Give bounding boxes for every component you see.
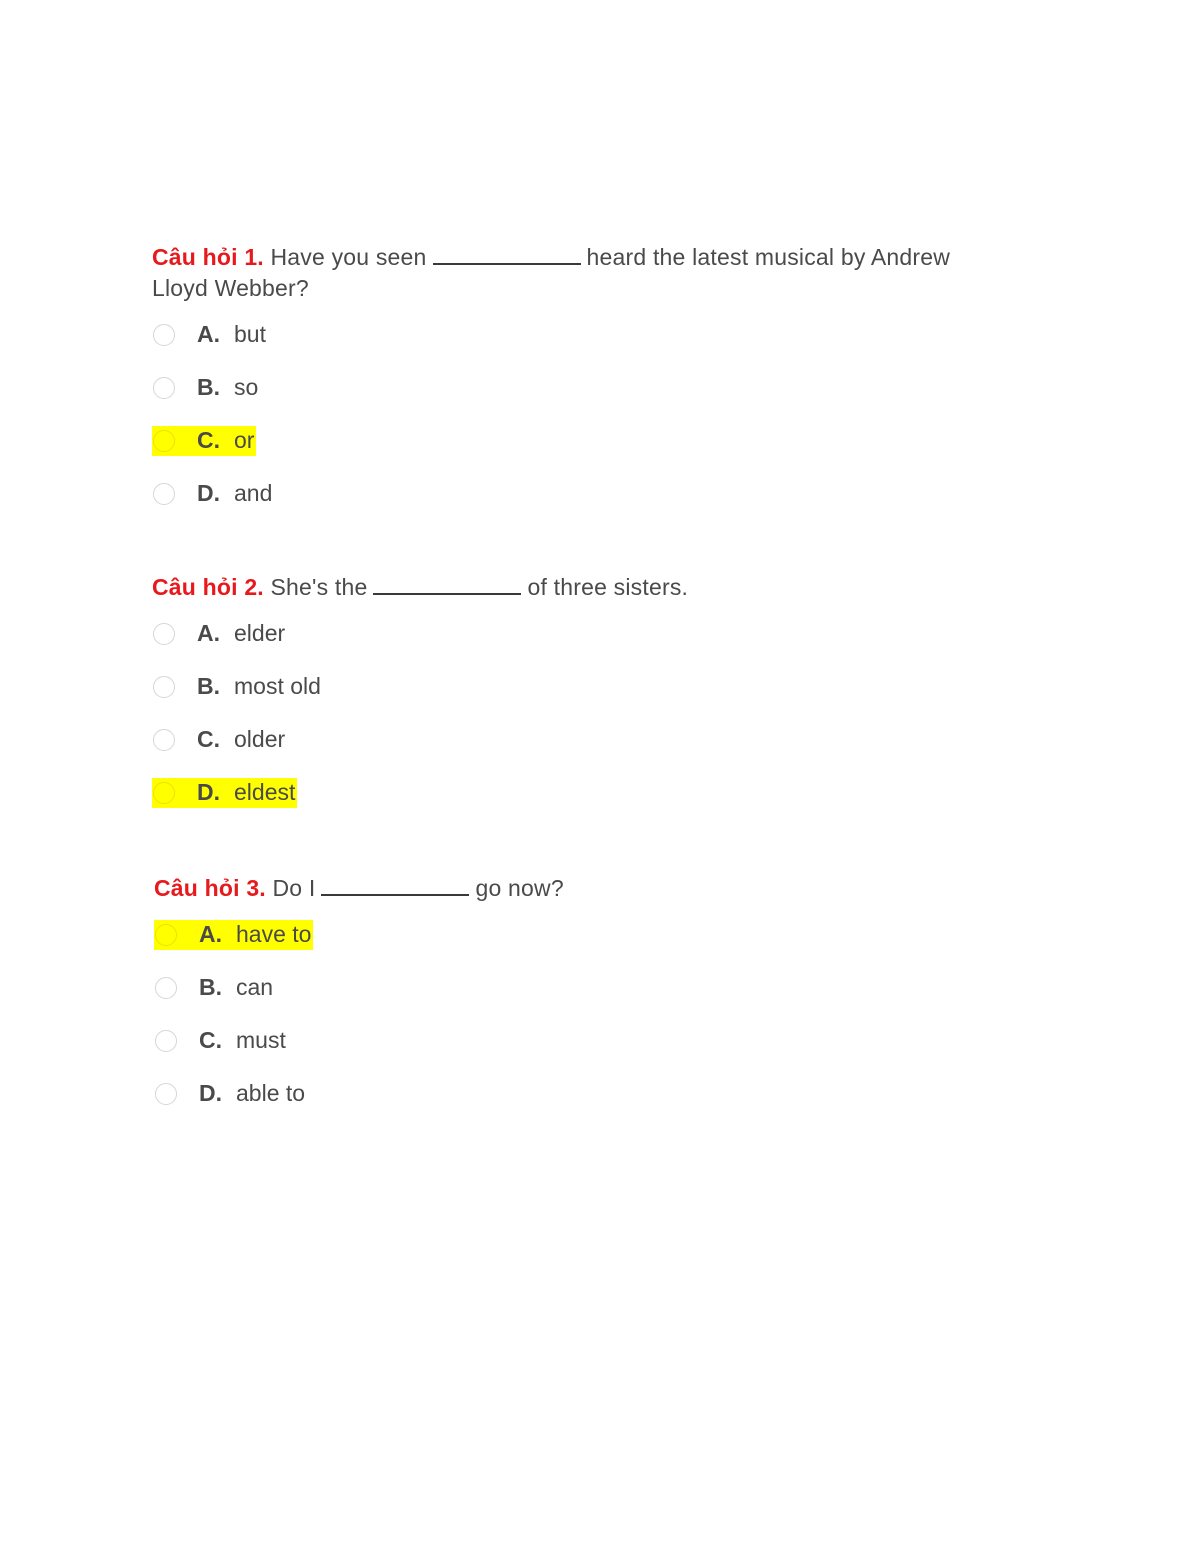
radio-button[interactable] xyxy=(153,676,175,698)
question-text-before: Do I xyxy=(272,875,316,901)
option-b[interactable] xyxy=(154,961,954,1014)
radio-button[interactable] xyxy=(153,623,175,645)
highlighted-answer xyxy=(152,778,297,808)
option-letter: A. xyxy=(199,921,222,947)
option-a[interactable] xyxy=(152,607,952,660)
option-letter: D. xyxy=(199,1080,222,1106)
options-list xyxy=(154,908,954,1120)
radio-button[interactable] xyxy=(153,729,175,751)
highlighted-answer xyxy=(154,920,313,950)
answer-blank xyxy=(321,876,469,896)
highlighted-answer xyxy=(152,426,256,456)
option-letter: C. xyxy=(197,427,220,453)
radio-button[interactable] xyxy=(155,977,177,999)
radio-button[interactable] xyxy=(153,377,175,399)
question-label: Câu hỏi 2. xyxy=(152,574,264,600)
option-letter: B. xyxy=(199,974,222,1000)
question-text-after: go now? xyxy=(475,875,564,901)
radio-button[interactable] xyxy=(155,1083,177,1105)
option-text: able to xyxy=(236,1080,306,1106)
option-text: can xyxy=(236,974,274,1000)
option-c[interactable] xyxy=(154,1014,954,1067)
option-text: or xyxy=(234,427,255,453)
option-text: must xyxy=(236,1027,286,1053)
radio-button[interactable] xyxy=(153,483,175,505)
option-letter: D. xyxy=(197,779,220,805)
question-1-text xyxy=(152,242,952,304)
answer-blank xyxy=(373,575,521,595)
answer-blank xyxy=(433,245,581,265)
question-2-text xyxy=(152,572,952,603)
question-2 xyxy=(152,572,952,819)
option-letter: C. xyxy=(197,726,220,752)
option-text: and xyxy=(234,480,273,506)
question-3-text xyxy=(154,873,954,904)
option-c[interactable] xyxy=(152,713,952,766)
radio-button[interactable] xyxy=(155,1030,177,1052)
options-list xyxy=(152,607,952,819)
option-d[interactable] xyxy=(152,766,952,819)
option-letter: D. xyxy=(197,480,220,506)
option-text: so xyxy=(234,374,259,400)
option-letter: B. xyxy=(197,673,220,699)
question-text-after: of three sisters. xyxy=(527,574,689,600)
option-text: but xyxy=(234,321,266,347)
option-d[interactable] xyxy=(152,467,952,520)
question-text-after: heard the latest musical by Andrew Lloyd Webber? xyxy=(152,244,951,301)
option-text: older xyxy=(234,726,286,752)
option-b[interactable] xyxy=(152,361,952,414)
radio-button[interactable] xyxy=(153,324,175,346)
question-text-before: She's the xyxy=(270,574,368,600)
question-label: Câu hỏi 1. xyxy=(152,244,264,270)
question-label: Câu hỏi 3. xyxy=(154,875,266,901)
option-text: have to xyxy=(236,921,312,947)
question-3 xyxy=(154,873,954,1120)
radio-button[interactable] xyxy=(153,430,175,452)
options-list xyxy=(152,308,952,520)
option-a[interactable] xyxy=(152,308,952,361)
radio-button[interactable] xyxy=(155,924,177,946)
question-text-before: Have you seen xyxy=(270,244,427,270)
option-d[interactable] xyxy=(154,1067,954,1120)
option-text: elder xyxy=(234,620,286,646)
option-letter: B. xyxy=(197,374,220,400)
option-text: most old xyxy=(234,673,321,699)
option-c[interactable] xyxy=(152,414,952,467)
option-letter: A. xyxy=(197,321,220,347)
option-letter: A. xyxy=(197,620,220,646)
option-a[interactable] xyxy=(154,908,954,961)
option-b[interactable] xyxy=(152,660,952,713)
question-1 xyxy=(152,242,952,520)
radio-button[interactable] xyxy=(153,782,175,804)
option-text: eldest xyxy=(234,779,296,805)
option-letter: C. xyxy=(199,1027,222,1053)
